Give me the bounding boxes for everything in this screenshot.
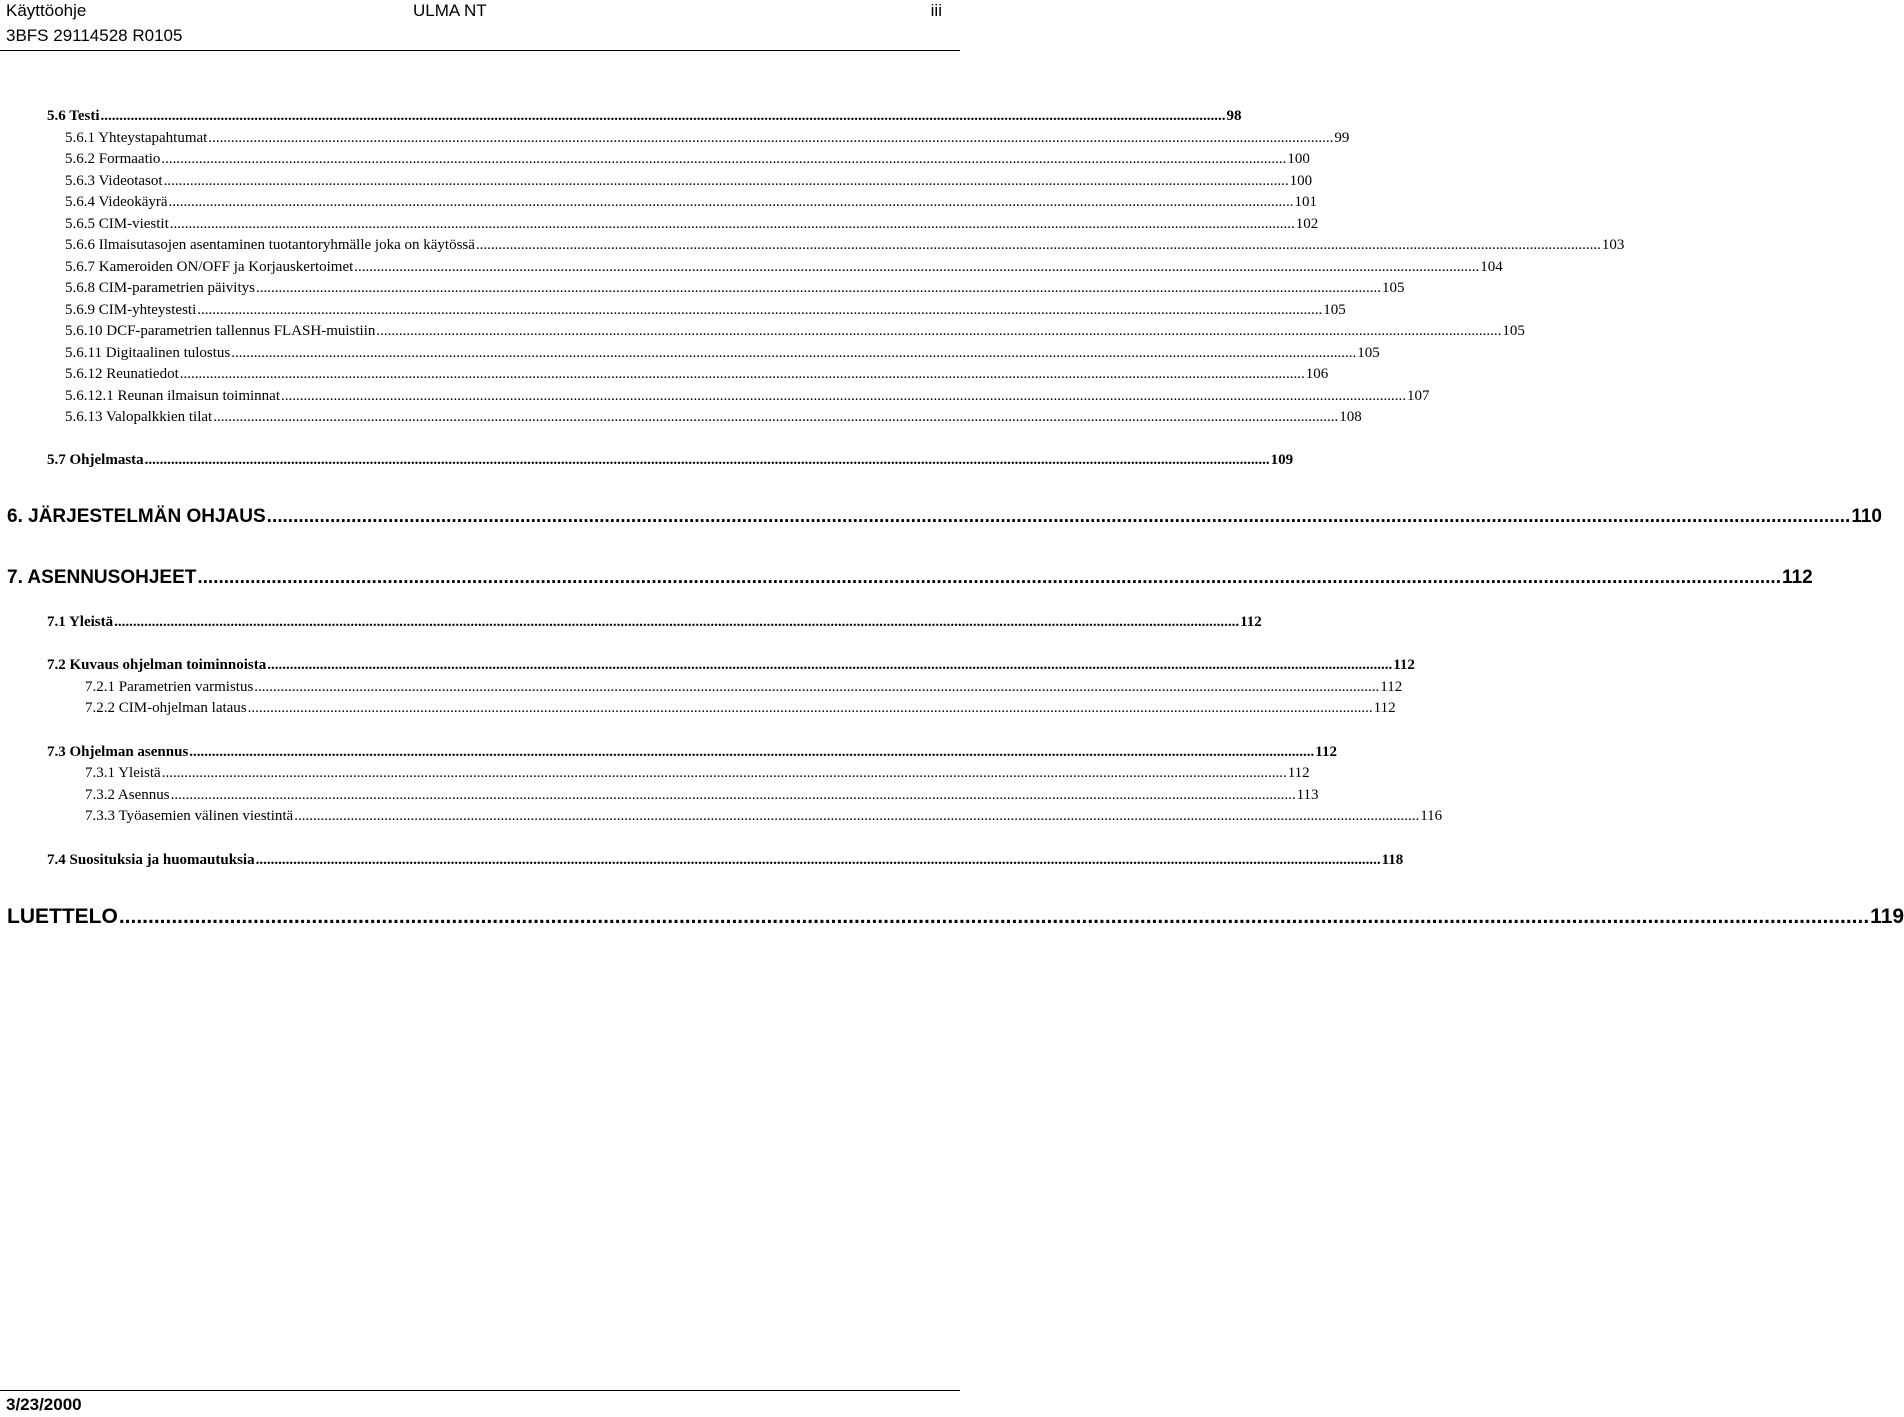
toc-entry-label: 5.6.3 Videotasot bbox=[65, 173, 163, 189]
toc-entry-page: 105 bbox=[1357, 345, 1380, 361]
toc-entry[interactable] bbox=[65, 280, 1405, 297]
toc-entry-page: 105 bbox=[1323, 302, 1346, 318]
toc-entry-label: 5.6.11 Digitaalinen tulostus bbox=[65, 345, 231, 361]
toc-entry-label: 7.3.3 Työasemien välinen viestintä bbox=[85, 808, 294, 824]
toc-entry[interactable] bbox=[47, 657, 1415, 674]
toc-entry-page: 100 bbox=[1287, 151, 1310, 167]
toc-leader-dots: ............................................................................................................................................................................................................................................................................................................ bbox=[179, 366, 1305, 382]
toc-entry-page: 112 bbox=[1315, 744, 1337, 760]
toc-entry-page: 98 bbox=[1226, 108, 1242, 124]
toc-leader-dots: ............................................................................................................................................................................................................................................................................................................ bbox=[189, 744, 1315, 760]
toc-leader-dots: ............................................................................................................................................................................................................................................................................................................ bbox=[294, 808, 1420, 824]
toc-entry[interactable] bbox=[85, 765, 1310, 782]
toc-leader-dots: ............................................................................................................................................................................................................................................................................................................ bbox=[114, 614, 1240, 630]
toc-leader-dots: ............................................................................................................................................................................................................................................................................................................ bbox=[231, 345, 1357, 361]
toc-entry-label: 5.6 Testi bbox=[47, 108, 100, 124]
toc-entry-page: 101 bbox=[1294, 194, 1318, 210]
toc-entry-page: 106 bbox=[1305, 366, 1329, 382]
toc-leader-dots: ............................................................................................................................................................................................................................................................................................................ bbox=[280, 388, 1406, 404]
toc-entry-label: 7. ASENNUSOHJEET bbox=[7, 567, 197, 588]
toc-entry[interactable] bbox=[7, 905, 1904, 929]
toc-entry-label: 5.6.8 CIM-parametrien päivitys bbox=[65, 280, 255, 296]
toc-entry-label: 5.6.6 Ilmaisutasojen asentaminen tuotantoryhmälle joka on käytössä bbox=[65, 237, 475, 253]
toc-leader-dots: ............................................................................................................................................................................................................................................................................................................ bbox=[168, 194, 1294, 210]
toc-entry-label: 7.2.2 CIM-ohjelman lataus bbox=[85, 700, 247, 716]
toc-entry-label: 7.3.1 Yleistä bbox=[85, 765, 161, 781]
header-rule bbox=[0, 50, 960, 51]
toc-entry-page: 112 bbox=[1380, 679, 1403, 695]
toc-leader-dots: ............................................................................................................................................................................................................................................................................................................ bbox=[255, 280, 1381, 296]
toc-entry-label: 5.6.2 Formaatio bbox=[65, 151, 161, 167]
toc-entry-label: 7.2.1 Parametrien varmistus bbox=[85, 679, 254, 695]
toc-entry[interactable] bbox=[65, 237, 1625, 254]
toc-entry-page: 105 bbox=[1502, 323, 1525, 339]
toc-entry-page: 99 bbox=[1334, 130, 1350, 146]
toc-entry-page: 104 bbox=[1480, 259, 1503, 275]
toc-leader-dots: ............................................................................................................................................................................................................................................................................................................ bbox=[170, 787, 1296, 803]
toc-entry-page: 102 bbox=[1295, 216, 1319, 232]
toc-entry-label: 5.6.9 CIM-yhteystesti bbox=[65, 302, 197, 318]
toc-leader-dots: ............................................................................................................................................................................................................................................................................................................ bbox=[208, 130, 1334, 146]
toc-entry-label: 5.6.13 Valopalkkien tilat bbox=[65, 409, 213, 425]
footer-date: 3/23/2000 bbox=[6, 1395, 82, 1414]
toc-entry-page: 119 bbox=[1870, 905, 1904, 928]
toc-entry[interactable] bbox=[65, 216, 1319, 233]
toc-entry-label: 6. JÄRJESTELMÄN OHJAUS bbox=[7, 506, 266, 527]
toc-entry[interactable] bbox=[65, 323, 1525, 340]
toc-entry-label: 7.2 Kuvaus ohjelman toiminnoista bbox=[47, 657, 267, 673]
toc-entry[interactable] bbox=[65, 366, 1329, 383]
toc-entry[interactable] bbox=[47, 744, 1337, 761]
toc-leader-dots: ............................................................................................................................................................................................................................................................................................................ bbox=[163, 173, 1289, 189]
toc-leader-dots: ............................................................................................................................................................................................................................................................................................................ bbox=[118, 905, 1870, 928]
header-doc-number: 3BFS 29114528 R0105 bbox=[6, 26, 183, 45]
toc-leader-dots: ............................................................................................................................................................................................................................................................................................................ bbox=[161, 151, 1287, 167]
toc-entry-label: 5.6.10 DCF-parametrien tallennus FLASH-muistiin bbox=[65, 323, 376, 339]
toc-entry-label: 5.6.12 Reunatiedot bbox=[65, 366, 179, 382]
toc-entry-page: 112 bbox=[1782, 567, 1813, 588]
toc-entry[interactable] bbox=[7, 506, 1882, 528]
toc-entry-page: 107 bbox=[1406, 388, 1430, 404]
toc-entry-page: 105 bbox=[1381, 280, 1405, 296]
toc-entry[interactable] bbox=[65, 302, 1346, 319]
footer-rule bbox=[0, 1390, 960, 1391]
toc-entry-page: 113 bbox=[1296, 787, 1319, 803]
toc-leader-dots: ............................................................................................................................................................................................................................................................................................................ bbox=[169, 216, 1295, 232]
toc-entry-page: 112 bbox=[1240, 614, 1262, 630]
toc-entry-page: 116 bbox=[1420, 808, 1443, 824]
toc-entry-label: 5.6.4 Videokäyrä bbox=[65, 194, 168, 210]
header-doc-type: Käyttöohje bbox=[6, 1, 87, 20]
toc-entry-label: 7.4 Suosituksia ja huomautuksia bbox=[47, 852, 255, 868]
toc-entry-label: 5.6.7 Kameroiden ON/OFF ja Korjauskertoimet bbox=[65, 259, 354, 275]
toc-entry-page: 100 bbox=[1289, 173, 1313, 189]
toc-entry-page: 108 bbox=[1339, 409, 1362, 425]
header-product-name: ULMA NT bbox=[413, 1, 487, 20]
toc-leader-dots: ............................................................................................................................................................................................................................................................................................................ bbox=[475, 237, 1601, 253]
toc-entry-label: 5.6.5 CIM-viestit bbox=[65, 216, 169, 232]
toc-leader-dots: ............................................................................................................................................................................................................................................................................................................ bbox=[197, 567, 1781, 588]
toc-entry[interactable] bbox=[85, 787, 1319, 804]
toc-entry[interactable] bbox=[65, 259, 1503, 276]
toc-entry[interactable] bbox=[47, 614, 1262, 631]
toc-entry[interactable] bbox=[65, 194, 1318, 211]
header-page-number: iii bbox=[930, 1, 942, 20]
toc-entry[interactable] bbox=[47, 852, 1404, 869]
toc-entry[interactable] bbox=[65, 388, 1430, 405]
toc-entry-page: 112 bbox=[1287, 765, 1310, 781]
toc-entry-label: 5.6.12.1 Reunan ilmaisun toiminnat bbox=[65, 388, 280, 404]
toc-entry-page: 109 bbox=[1270, 452, 1294, 468]
toc-entry[interactable] bbox=[47, 108, 1242, 125]
toc-entry[interactable] bbox=[65, 173, 1313, 190]
toc-entry[interactable] bbox=[85, 700, 1396, 717]
toc-leader-dots: ............................................................................................................................................................................................................................................................................................................ bbox=[354, 259, 1480, 275]
toc-entry-page: 112 bbox=[1393, 657, 1415, 673]
toc-entry-label: 5.6.1 Yhteystapahtumat bbox=[65, 130, 208, 146]
toc-leader-dots: ............................................................................................................................................................................................................................................................................................................ bbox=[254, 679, 1380, 695]
toc-leader-dots: ............................................................................................................................................................................................................................................................................................................ bbox=[266, 506, 1851, 527]
toc-entry-label: 7.3.2 Asennus bbox=[85, 787, 170, 803]
toc-leader-dots: ............................................................................................................................................................................................................................................................................................................ bbox=[255, 852, 1381, 868]
toc-entry-label: 7.3 Ohjelman asennus bbox=[47, 744, 189, 760]
toc-leader-dots: ............................................................................................................................................................................................................................................................................................................ bbox=[161, 765, 1287, 781]
toc-entry-page: 112 bbox=[1373, 700, 1396, 716]
toc-entry-page: 118 bbox=[1381, 852, 1404, 868]
toc-entry[interactable] bbox=[85, 679, 1403, 696]
toc-entry[interactable] bbox=[47, 452, 1294, 469]
toc-entry[interactable] bbox=[85, 808, 1443, 825]
toc-entry-label: LUETTELO bbox=[7, 905, 118, 928]
toc-leader-dots: ............................................................................................................................................................................................................................................................................................................ bbox=[267, 657, 1393, 673]
toc-entry[interactable] bbox=[65, 130, 1350, 147]
toc-entry[interactable] bbox=[65, 345, 1380, 362]
toc-entry[interactable] bbox=[65, 409, 1362, 426]
toc-leader-dots: ............................................................................................................................................................................................................................................................................................................ bbox=[100, 108, 1226, 124]
toc-leader-dots: ............................................................................................................................................................................................................................................................................................................ bbox=[376, 323, 1502, 339]
toc-leader-dots: ............................................................................................................................................................................................................................................................................................................ bbox=[213, 409, 1339, 425]
toc-leader-dots: ............................................................................................................................................................................................................................................................................................................ bbox=[144, 452, 1270, 468]
toc-entry[interactable] bbox=[7, 567, 1813, 589]
toc-leader-dots: ............................................................................................................................................................................................................................................................................................................ bbox=[247, 700, 1373, 716]
toc-entry-page: 103 bbox=[1601, 237, 1625, 253]
toc-entry[interactable] bbox=[65, 151, 1310, 168]
toc-entry-label: 7.1 Yleistä bbox=[47, 614, 114, 630]
toc-entry-page: 110 bbox=[1851, 506, 1882, 527]
toc-leader-dots: ............................................................................................................................................................................................................................................................................................................ bbox=[197, 302, 1323, 318]
toc-entry-label: 5.7 Ohjelmasta bbox=[47, 452, 144, 468]
